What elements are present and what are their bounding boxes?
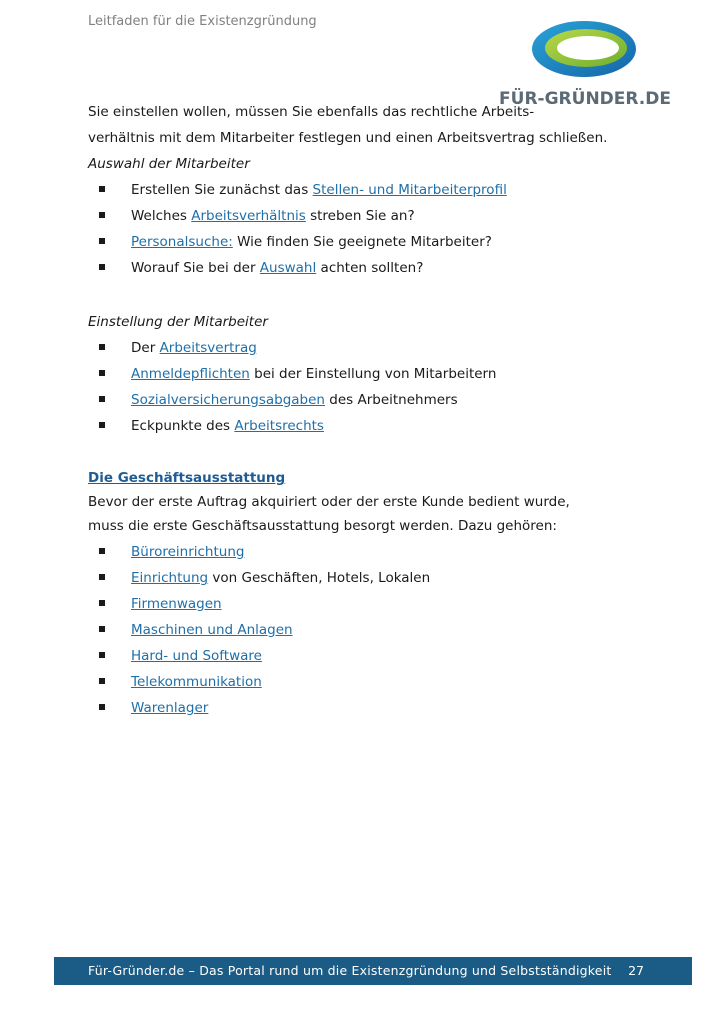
logo-wordmark: FÜR-GRÜNDER.DE [499,89,671,109]
bullet-square-icon [99,652,105,658]
link-telekommunikation[interactable]: Telekommunikation [131,674,262,690]
list-item: Eckpunkte des Arbeitsrechts [88,417,648,443]
list-item: Anmeldepflichten bei der Einstellung von Mitarbeitern [88,365,648,391]
list-item [88,543,648,569]
page-footer [54,957,692,985]
bullet-square-icon [99,396,105,402]
list-item [88,621,648,647]
intro-line-2: verhältnis mit dem Mitarbeiter festlegen und einen Arbeitsvertrag schließen. [88,130,608,146]
ausstattung-list [88,543,648,725]
intro-line-1: Sie einstellen wollen, müssen Sie ebenfalls das rechtliche Arbeits- [88,104,535,120]
logo-graphic [499,12,671,112]
link-arbeitsrecht[interactable]: Arbeitsrechts [234,418,324,434]
link-hard-software[interactable]: Hard- und Software [131,648,262,664]
link-firmenwagen[interactable]: Firmenwagen [131,596,222,612]
link-sozialversicherungsabgaben[interactable]: Sozialversicherungsabgaben [131,392,325,408]
bullet-square-icon [99,678,105,684]
bullet-square-icon [99,212,105,218]
link-warenlager[interactable]: Warenlager [131,700,209,716]
bullet-square-icon [99,370,105,376]
page-number: 27 [628,963,644,978]
list-item: Einrichtung von Geschäften, Hotels, Lokalen [88,569,648,595]
running-header: Leitfaden für die Existenzgründung [88,14,317,29]
bullet-square-icon [99,626,105,632]
bullet-square-icon [99,574,105,580]
list-item: Worauf Sie bei der Auswahl achten sollten? [88,259,648,285]
link-bueroeinrichtung[interactable]: Büroreinrichtung [131,544,245,560]
section-heading-geschaeftsausstattung[interactable]: Die Geschäftsausstattung [88,470,286,486]
bullet-square-icon [99,548,105,554]
list-item: Welches Arbeitsverhältnis streben Sie an? [88,207,648,233]
list-item [88,699,648,725]
list-item: Sozialversicherungsabgaben des Arbeitnehmers [88,391,648,417]
footer-text: Für-Gründer.de – Das Portal rund um die Existenzgründung und Selbstständigkeit [88,963,612,978]
bullet-square-icon [99,344,105,350]
auswahl-heading: Auswahl der Mitarbeiter [88,156,250,172]
bullet-square-icon [99,422,105,428]
fuer-gruender-logo[interactable] [499,12,671,112]
list-item [88,647,648,673]
auswahl-list [88,181,648,285]
link-einrichtung[interactable]: Einrichtung [131,570,209,586]
link-auswahl[interactable]: Auswahl [259,260,317,276]
bullet-square-icon [99,186,105,192]
list-item [88,673,648,699]
bullet-square-icon [99,264,105,270]
bullet-square-icon [99,238,105,244]
bullet-square-icon [99,704,105,710]
link-arbeitsverhaeltnis[interactable]: Arbeitsverhältnis [191,208,306,224]
bullet-square-icon [99,600,105,606]
ausstattung-line-1: Bevor der erste Auftrag akquiriert oder der erste Kunde bedient wurde, [88,494,570,510]
link-stellenprofil[interactable]: Stellen- und Mitarbeiterprofil [312,182,507,198]
link-anmeldepflichten[interactable]: Anmeldepflichten [131,366,250,382]
link-personalsuche[interactable]: Personalsuche: [131,234,233,250]
list-item [88,595,648,621]
list-item: Erstellen Sie zunächst das Stellen- und Mitarbeiterprofil [88,181,648,207]
list-item: Personalsuche: Wie finden Sie geeignete Mitarbeiter? [88,233,648,259]
einstellung-list [88,339,648,443]
einstellung-heading: Einstellung der Mitarbeiter [88,314,268,330]
list-item: Der Arbeitsvertrag [88,339,648,365]
link-maschinen-anlagen[interactable]: Maschinen und Anlagen [131,622,293,638]
link-arbeitsvertrag[interactable]: Arbeitsvertrag [159,340,257,356]
ausstattung-line-2: muss die erste Geschäftsausstattung besorgt werden. Dazu gehören: [88,518,557,534]
